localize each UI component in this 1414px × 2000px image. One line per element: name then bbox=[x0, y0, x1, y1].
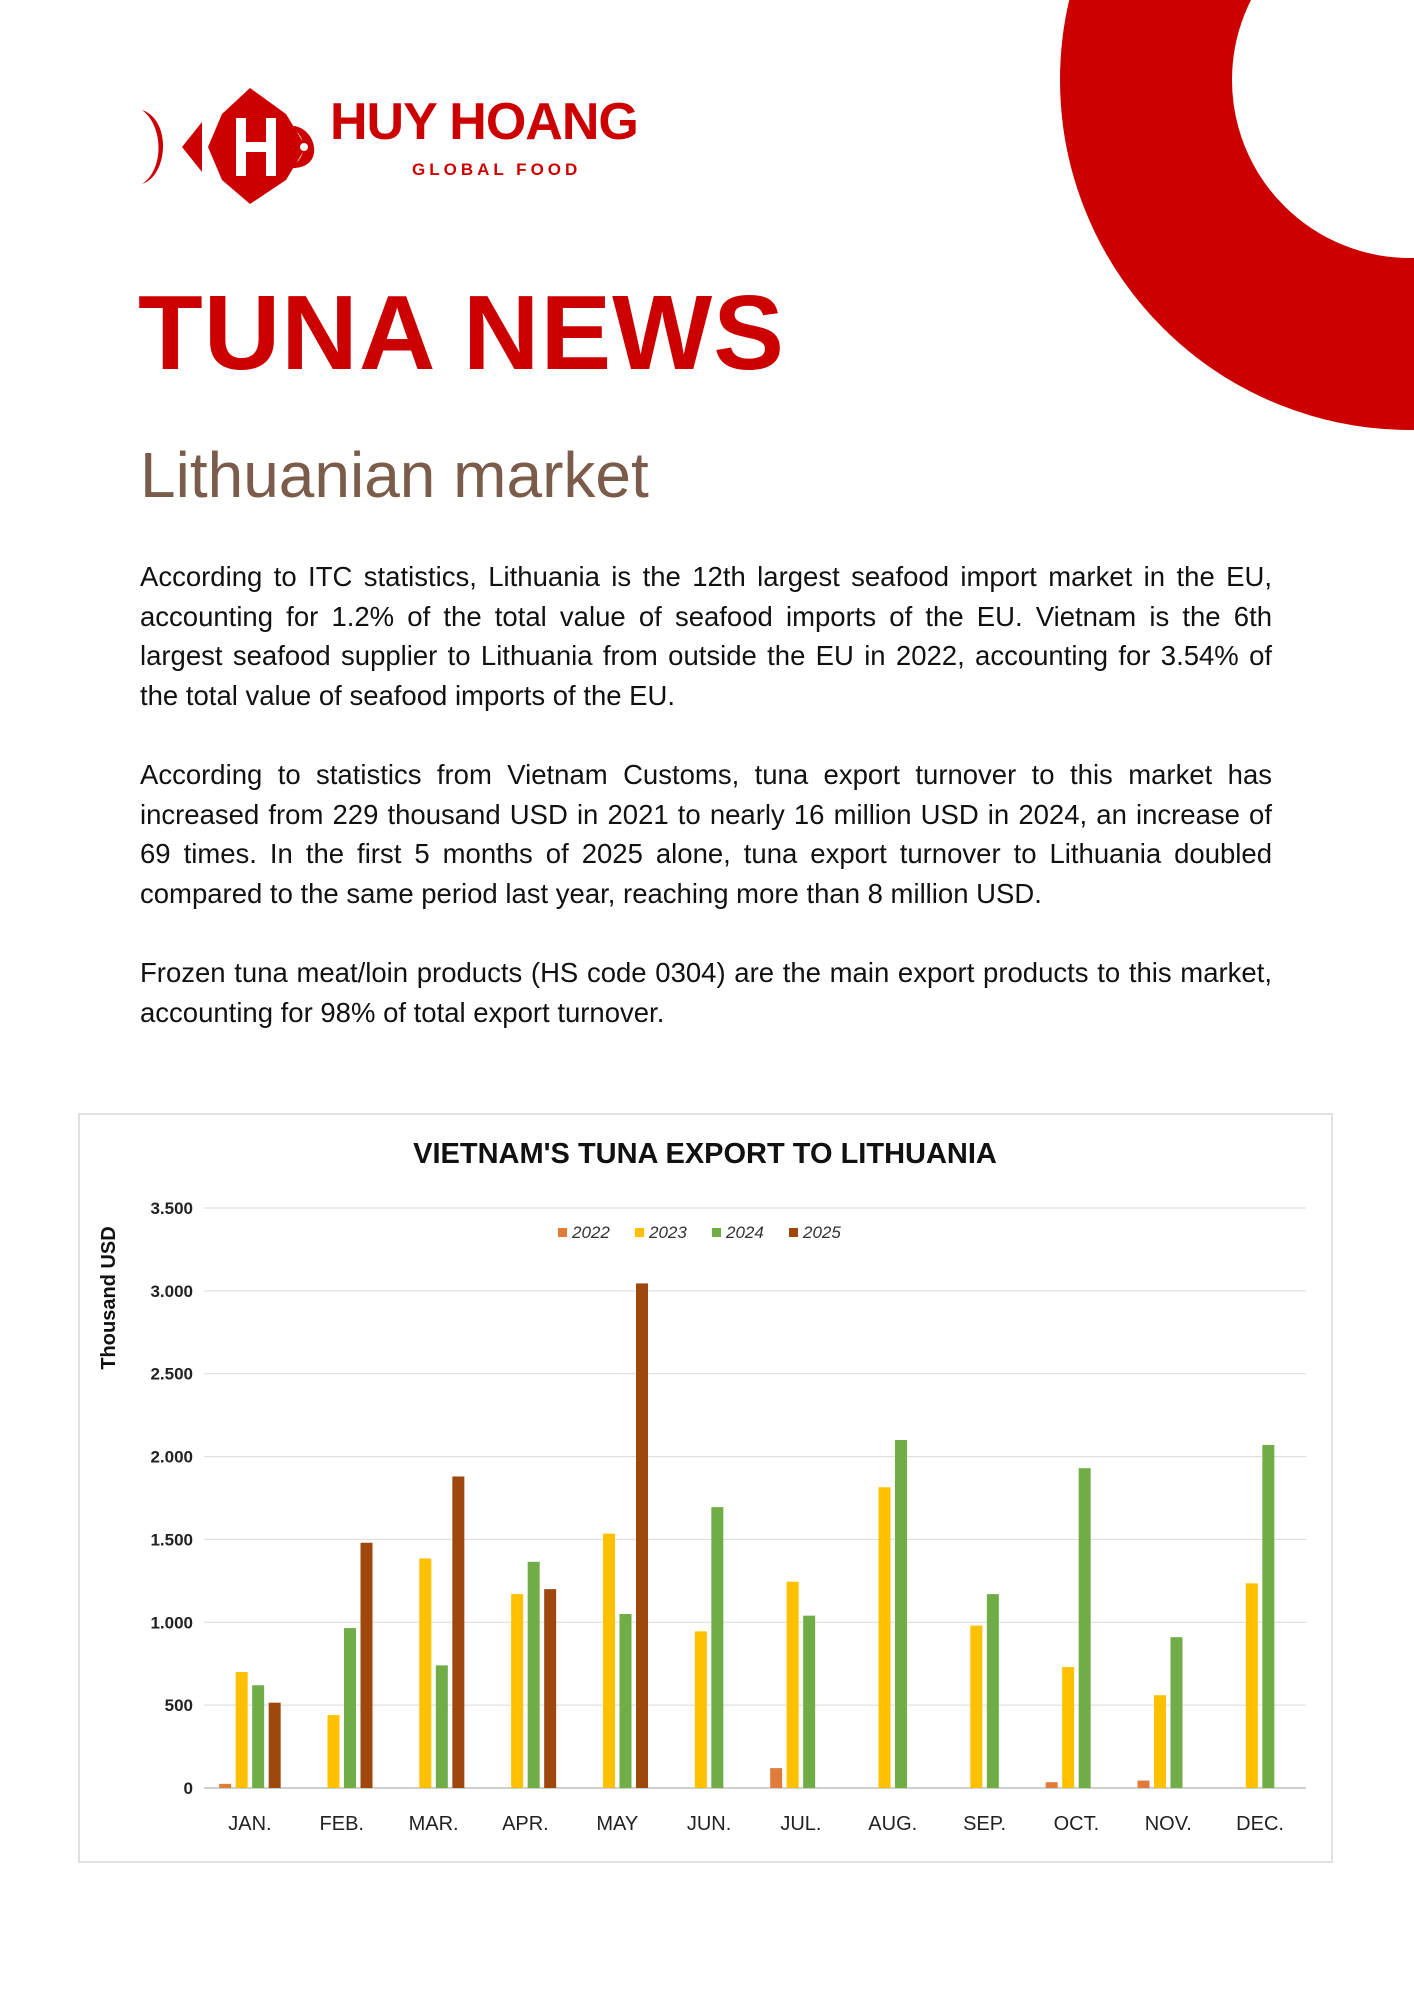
article-body bbox=[140, 557, 1272, 1072]
y-axis-ticks bbox=[150, 1199, 193, 1798]
bar-2023-may bbox=[603, 1534, 615, 1788]
bar-2024-aug bbox=[895, 1440, 907, 1788]
y-tick-label: 1.000 bbox=[150, 1613, 193, 1633]
y-tick-label: 2.000 bbox=[150, 1447, 193, 1467]
bars bbox=[219, 1283, 1274, 1788]
x-tick-label: SEP. bbox=[963, 1813, 1007, 1835]
bar-2023-sep bbox=[970, 1626, 982, 1788]
bar-2025-apr bbox=[544, 1589, 556, 1788]
brand-tagline: GLOBAL FOOD bbox=[412, 160, 582, 179]
bar-2023-nov bbox=[1154, 1695, 1166, 1788]
bar-2024-oct bbox=[1079, 1468, 1091, 1788]
bar-2023-jan bbox=[236, 1672, 248, 1788]
bar-2025-may bbox=[636, 1283, 648, 1788]
bar-2023-aug bbox=[879, 1487, 891, 1788]
bar-2025-jan bbox=[269, 1703, 281, 1788]
bar-2024-jan bbox=[252, 1685, 264, 1788]
y-tick-label: 2.500 bbox=[150, 1364, 193, 1384]
bar-2022-jan bbox=[219, 1784, 231, 1788]
legend bbox=[558, 1223, 841, 1242]
x-tick-label: APR. bbox=[502, 1813, 549, 1835]
legend-label: 2025 bbox=[803, 1223, 841, 1242]
bar-2023-oct bbox=[1062, 1667, 1074, 1788]
bar-2023-mar bbox=[419, 1558, 431, 1788]
bar-2024-may bbox=[620, 1614, 632, 1788]
bar-2025-mar bbox=[452, 1476, 464, 1788]
y-tick-label: 3.000 bbox=[150, 1281, 193, 1301]
page-title: TUNA NEWS bbox=[138, 274, 785, 392]
x-tick-label: JUL. bbox=[780, 1813, 822, 1835]
bar-2022-oct bbox=[1046, 1782, 1058, 1788]
paragraph: According to statistics from Vietnam Customs, tuna export turnover to this market has increased from 229 thousand USD in 2021 to nearly 16 million USD in 2024, an increase of 69 times. In the first 5 months of 2025 alone, tuna export turnover to Lithuania doubled compared to the same period last year, reaching more than 8 million USD. bbox=[140, 759, 1272, 909]
legend-swatch bbox=[789, 1228, 798, 1237]
bar-2022-nov bbox=[1138, 1781, 1150, 1788]
x-axis-ticks bbox=[228, 1813, 1284, 1835]
corner-arc-decoration bbox=[1060, 0, 1414, 430]
paragraph: Frozen tuna meat/loin products (HS code 0304) are the main export products to this market, accounting for 98% of total export turnover. bbox=[140, 957, 1272, 1028]
bar-2024-mar bbox=[436, 1665, 448, 1788]
legend-label: 2024 bbox=[726, 1223, 764, 1242]
bar-2024-sep bbox=[987, 1594, 999, 1788]
legend-label: 2023 bbox=[649, 1223, 687, 1242]
tuna-export-chart bbox=[78, 1113, 1333, 1863]
x-tick-label: NOV. bbox=[1144, 1813, 1192, 1835]
y-tick-label: 0 bbox=[183, 1779, 193, 1798]
x-tick-label: OCT. bbox=[1053, 1813, 1100, 1835]
bar-2024-apr bbox=[528, 1562, 540, 1788]
x-tick-label: AUG. bbox=[868, 1813, 918, 1835]
bar-2023-jun bbox=[695, 1631, 707, 1788]
legend-swatch bbox=[712, 1228, 721, 1237]
y-axis-label: Thousand USD bbox=[98, 1226, 120, 1370]
chart-title: VIETNAM'S TUNA EXPORT TO LITHUANIA bbox=[413, 1138, 997, 1170]
paragraph: According to ITC statistics, Lithuania is the 12th largest seafood import market in the EU, accounting for 1.2% of the total value of seafood imports of the EU. Vietnam is the 6th largest seafood supplier to Lithuania from outside the EU in 2022, accounting for 3.54% of the total value of seafood imports of the EU. bbox=[140, 561, 1272, 711]
page-subtitle: Lithuanian market bbox=[140, 439, 649, 511]
x-tick-label: FEB. bbox=[319, 1813, 364, 1835]
bar-2024-jul bbox=[803, 1616, 815, 1788]
legend-label: 2022 bbox=[572, 1223, 610, 1242]
bar-2023-apr bbox=[511, 1594, 523, 1788]
y-tick-label: 1.500 bbox=[150, 1530, 193, 1550]
bar-2024-jun bbox=[711, 1507, 723, 1788]
bar-2023-dec bbox=[1246, 1583, 1258, 1788]
bar-2024-nov bbox=[1171, 1637, 1183, 1788]
bar-2023-jul bbox=[787, 1582, 799, 1788]
bar-2022-jul bbox=[770, 1768, 782, 1788]
x-tick-label: MAY bbox=[596, 1813, 639, 1835]
y-tick-label: 3.500 bbox=[150, 1199, 193, 1218]
legend-swatch bbox=[558, 1228, 567, 1237]
x-tick-label: MAR. bbox=[408, 1813, 459, 1835]
brand-name: HUY HOANG bbox=[330, 93, 638, 151]
bar-2024-feb bbox=[344, 1628, 356, 1788]
x-tick-label: JUN. bbox=[686, 1813, 732, 1835]
bar-2023-feb bbox=[328, 1715, 340, 1788]
x-tick-label: DEC. bbox=[1236, 1813, 1284, 1835]
y-tick-label: 500 bbox=[164, 1696, 193, 1716]
legend-swatch bbox=[635, 1228, 644, 1237]
x-tick-label: JAN. bbox=[228, 1813, 272, 1835]
bar-2025-feb bbox=[361, 1543, 373, 1788]
bar-2024-dec bbox=[1262, 1445, 1274, 1788]
